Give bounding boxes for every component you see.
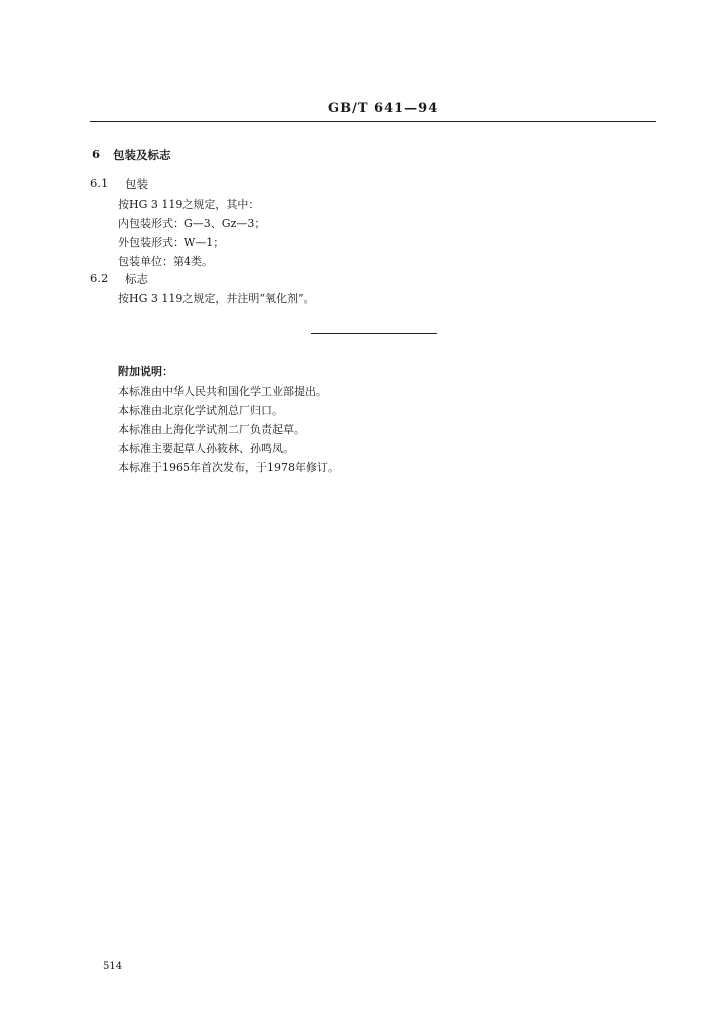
notes-line: 本标准由上海化学试剂二厂负责起草。	[118, 423, 305, 436]
section-6-title: 包装及标志	[113, 148, 171, 162]
body-line: 按HG 3 119之规定，其中：	[118, 198, 260, 211]
body-line: 内包装形式：G—3、Gz—3；	[118, 217, 266, 230]
notes-title: 附加说明：	[118, 365, 173, 378]
notes-line: 本标准于1965年首次发布，于1978年修订。	[118, 461, 339, 474]
section-6-1-title: 包装	[125, 177, 148, 191]
section-6-2-number: 6.2	[90, 271, 109, 285]
body-line: 包装单位：第4类。	[118, 255, 213, 268]
end-divider	[311, 333, 437, 334]
section-6-2-title: 标志	[125, 272, 148, 286]
section-6-1-number: 6.1	[90, 176, 109, 190]
page-number: 514	[103, 961, 123, 972]
notes-line: 本标准主要起草人孙筱林、孙鸣凤。	[118, 442, 294, 455]
standard-code: GB/T 641—94	[328, 101, 439, 116]
notes-line: 本标准由中华人民共和国化学工业部提出。	[118, 385, 327, 398]
section-6-number: 6	[92, 147, 101, 161]
notes-line: 本标准由北京化学试剂总厂归口。	[118, 404, 283, 417]
header-rule	[90, 121, 656, 122]
body-line: 外包装形式：W—1；	[118, 236, 225, 249]
body-line: 按HG 3 119之规定，并注明“氧化剂”。	[118, 292, 315, 305]
